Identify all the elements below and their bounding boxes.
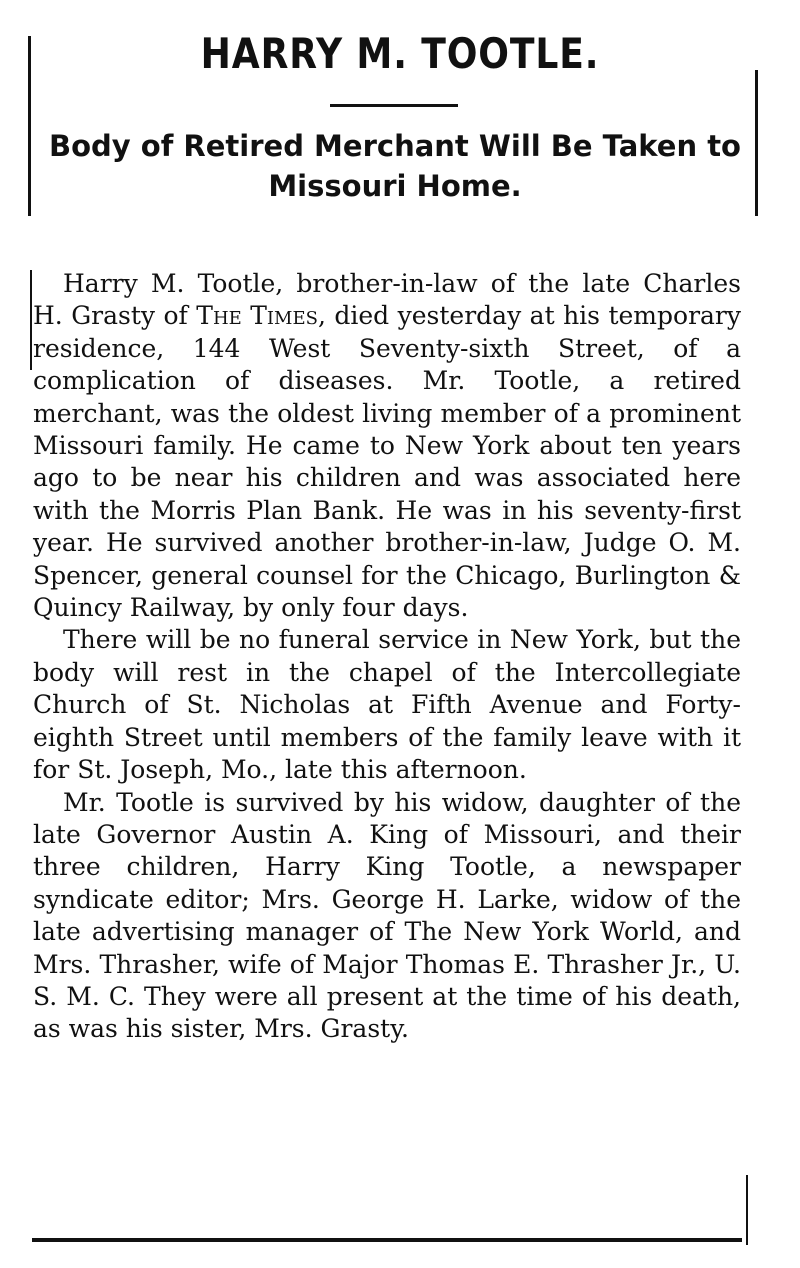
left-column-rule-body bbox=[30, 270, 32, 370]
paragraph-1-text-before: Harry M. Tootle, brother-in-law of the late Charles H. Grasty of bbox=[33, 269, 741, 331]
paragraph-3: Mr. Tootle is survived by his widow, daughter of the late Governor Austin A. King of Missouri, and their three children, Harry King Tootle, a newspaper syndicate editor; Mrs. George H. Larke, widow of the late advertising manager of The New York World, and Mrs. Thrasher, wife of Major Thomas E. Thrasher Jr., U. S. M. C. They were all present at the time of his death, as was his sister, Mrs. Grasty. bbox=[33, 787, 741, 1044]
headline-divider bbox=[330, 104, 458, 107]
article-end-rule bbox=[32, 1238, 742, 1242]
paragraph-1-text-after: , died yesterday at his temporary residence, 144 West Seventy-sixth Street, of a complication of diseases. Mr. Tootle, a retired merchant, was the oldest living member of a prominent Missouri family. He came to New York about ten years ago to be near his children and was associated here with the Morris Plan Bank. He was in his seventy-first year. He survived another brother-in-law, Judge O. M. Spencer, general counsel for the Chicago, Burlington & Quincy Railway, by only four days. bbox=[33, 301, 741, 623]
article-body bbox=[33, 268, 741, 1046]
paragraph-2: There will be no funeral service in New York, but the body will rest in the chapel of the Intercollegiate Church of St. Nicholas at Fifth Avenue and Forty-eighth Street until members of the family leave with it for St. Joseph, Mo., late this afternoon. bbox=[33, 625, 741, 785]
paragraph-1 bbox=[33, 268, 741, 624]
headline: HARRY M. TOOTLE. bbox=[200, 29, 600, 78]
subheadline: Body of Retired Merchant Will Be Taken to Missouri Home. bbox=[49, 129, 741, 203]
right-column-rule-bottom bbox=[746, 1175, 748, 1245]
newspaper-name: The Times bbox=[196, 301, 318, 331]
